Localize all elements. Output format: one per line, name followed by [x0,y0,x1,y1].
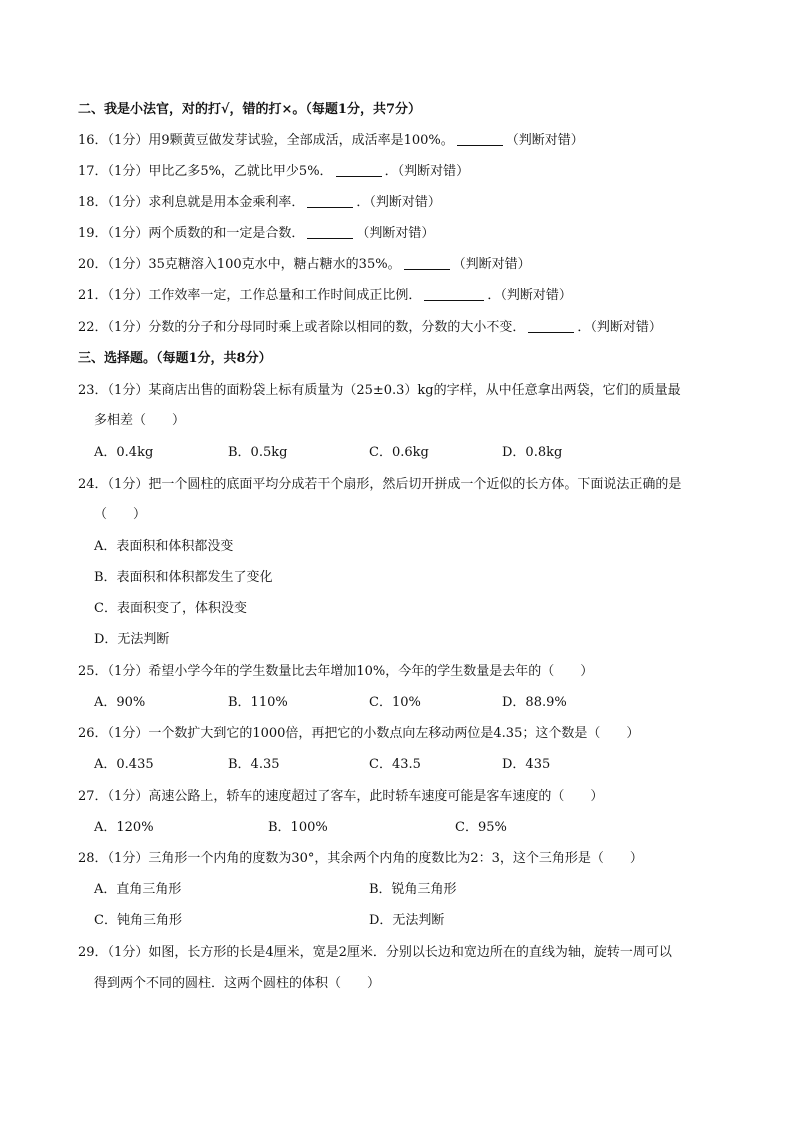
question-20 [78,255,531,275]
question-24-line1: 24．（1分）把一个圆柱的底面平均分成若干个扇形，然后切开拼成一个近似的长方体。下面说法正确的是 [78,477,682,492]
option-a[interactable]: A．0.435 [94,757,154,772]
answer-blank[interactable] [336,162,382,177]
question-16 [78,131,584,151]
question-28-line1: 28．（1分）三角形一个内角的度数为30°，其余两个内角的度数比为2：3，这个三角形是（ ） [78,851,643,866]
answer-blank[interactable] [404,255,450,270]
option-a[interactable]: A．0.4kg [94,445,154,460]
question-text: 20．（1分）35克糖溶入100克水中，糖占糖水的35%。 [78,257,401,272]
question-text: 16．（1分）用9颗黄豆做发芽试验，全部成活，成活率是100%。 [78,133,454,148]
answer-blank[interactable] [307,224,353,239]
option-b[interactable]: B．110% [228,695,288,710]
question-18 [78,193,441,213]
question-24-line2: （ ） [94,507,147,522]
question-text: 17．（1分）甲比乙多5%，乙就比甲少5%． [78,164,333,179]
question-17 [78,162,469,182]
question-text: 19．（1分）两个质数的和一定是合数． [78,226,305,241]
option-a[interactable]: A．90% [94,695,146,710]
section-2-title: 二、我是小法官，对的打√，错的打×。（每题1分，共7分） [78,102,422,117]
option-d[interactable]: D．0.8kg [502,445,563,460]
judge-hint: ．（判断对错） [356,195,441,210]
option-a[interactable]: A．直角三角形 [94,882,182,897]
option-d[interactable]: D．无法判断 [94,632,170,647]
option-d[interactable]: D．435 [502,757,551,772]
option-c[interactable]: C．43.5 [369,757,421,772]
judge-hint: （判断对错） [505,133,584,148]
option-b[interactable]: B．4.35 [228,757,280,772]
option-c[interactable]: C．10% [369,695,421,710]
option-a[interactable]: A．表面积和体积都没变 [94,539,234,554]
answer-blank[interactable] [424,286,484,301]
option-d[interactable]: D．88.9% [502,695,567,710]
question-23-line2: 多相差（ ） [94,413,186,428]
answer-blank[interactable] [528,318,574,333]
judge-hint: ．（判断对错） [487,288,572,303]
answer-blank[interactable] [307,193,353,208]
option-b[interactable]: B．锐角三角形 [369,882,457,897]
option-c[interactable]: C．表面积变了，体积没变 [94,601,247,616]
question-29-line2: 得到两个不同的圆柱．这两个圆柱的体积（ ） [94,976,381,991]
option-b[interactable]: B．0.5kg [228,445,288,460]
question-22 [78,318,662,338]
judge-hint: ．（判断对错） [577,320,662,335]
option-d[interactable]: D．无法判断 [369,913,445,928]
option-b[interactable]: B．表面积和体积都发生了变化 [94,570,273,585]
question-25-line1: 25．（1分）希望小学今年的学生数量比去年增加10%，今年的学生数量是去年的（ ） [78,664,594,679]
question-26-line1: 26．（1分）一个数扩大到它的1000倍，再把它的小数点向左移动两位是4.35；这个数是（ ） [78,726,640,741]
answer-blank[interactable] [457,131,503,146]
judge-hint: ．（判断对错） [384,164,470,179]
option-b[interactable]: B．100% [268,820,328,835]
question-23-line1: 23．（1分）某商店出售的面粉袋上标有质量为（25±0.3）kg的字样，从中任意拿出两袋，它们的质量最 [78,383,681,398]
question-27-line1: 27．（1分）高速公路上，轿车的速度超过了客车，此时轿车速度可能是客车速度的（ ） [78,789,604,804]
question-19 [78,224,434,244]
question-29-line1: 29．（1分）如图，长方形的长是4厘米，宽是2厘米．分别以长边和宽边所在的直线为轴，旋转一周可以 [78,945,672,960]
question-text: 22．（1分）分数的分子和分母同时乘上或者除以相同的数，分数的大小不变． [78,320,526,335]
judge-hint: （判断对错） [452,257,531,272]
option-a[interactable]: A．120% [94,820,154,835]
question-text: 18．（1分）求利息就是用本金乘利率． [78,195,305,210]
judge-hint: （判断对错） [356,226,435,241]
section-3-title: 三、选择题。（每题1分，共8分） [78,351,272,366]
question-text: 21．（1分）工作效率一定，工作总量和工作时间成正比例． [78,288,422,303]
option-c[interactable]: C．0.6kg [369,445,429,460]
option-c[interactable]: C．钝角三角形 [94,913,182,928]
option-c[interactable]: C．95% [455,820,507,835]
question-21 [78,286,572,306]
